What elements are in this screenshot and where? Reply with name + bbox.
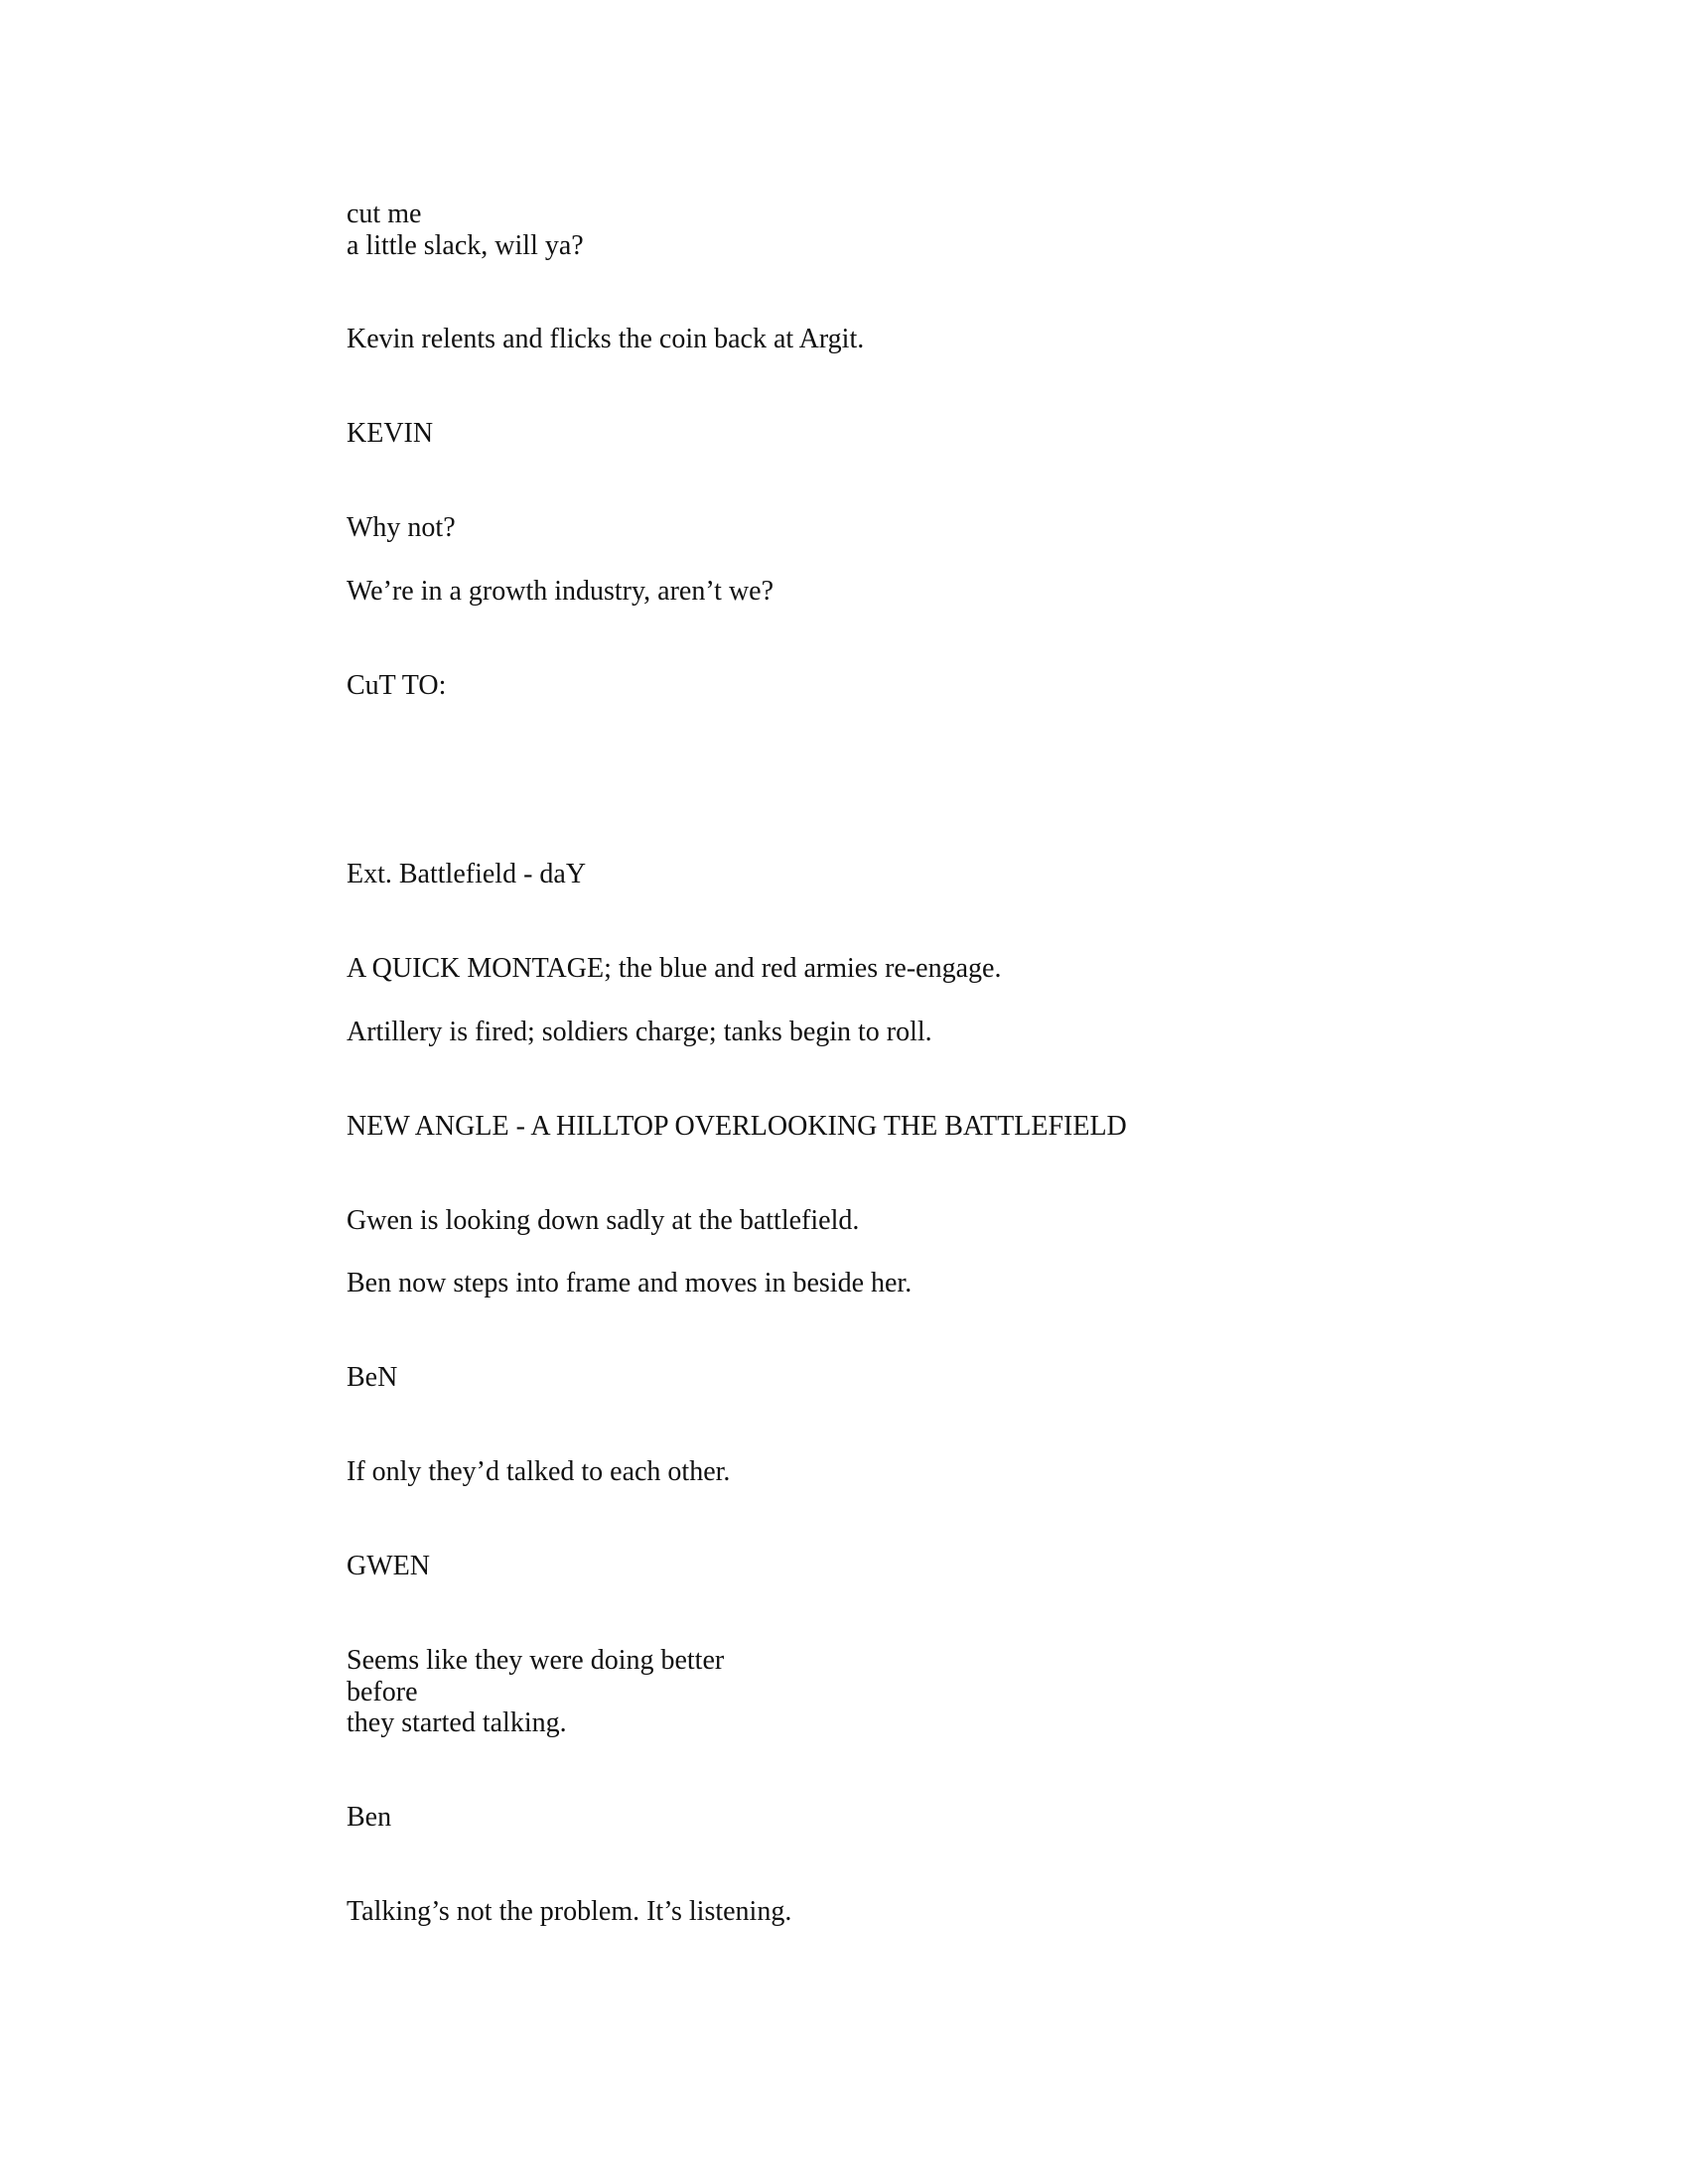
action-line: Kevin relents and flicks the coin back at Argit. [347, 324, 865, 354]
dialogue-line: Why not? [347, 512, 456, 543]
dialogue-line: If only they’d talked to each other. [347, 1456, 731, 1487]
action-line: A QUICK MONTAGE; the blue and red armies re-engage. [347, 953, 1002, 984]
character-name: Ben [347, 1802, 392, 1833]
character-name: BeN [347, 1362, 398, 1393]
dialogue-line: Talking’s not the problem. It’s listening. [347, 1896, 792, 1927]
action-line: Gwen is looking down sadly at the battlefield. [347, 1205, 860, 1236]
dialogue-line: a little slack, will ya? [347, 230, 584, 261]
character-name: GWEN [347, 1551, 430, 1581]
dialogue-line: Seems like they were doing better [347, 1645, 725, 1676]
transition: CuT TO: [347, 670, 447, 701]
dialogue-line: cut me [347, 199, 422, 229]
dialogue-line: We’re in a growth industry, aren’t we? [347, 576, 774, 607]
action-line: Ben now steps into frame and moves in beside her. [347, 1268, 913, 1298]
character-name: KEVIN [347, 418, 434, 449]
dialogue-line: before [347, 1677, 418, 1707]
action-line: Artillery is fired; soldiers charge; tanks begin to roll. [347, 1017, 932, 1047]
scene-heading: Ext. Battlefield - daY [347, 859, 587, 889]
dialogue-line: they started talking. [347, 1707, 567, 1738]
shot-heading: NEW ANGLE - A HILLTOP OVERLOOKING THE BATTLEFIELD [347, 1111, 1127, 1142]
